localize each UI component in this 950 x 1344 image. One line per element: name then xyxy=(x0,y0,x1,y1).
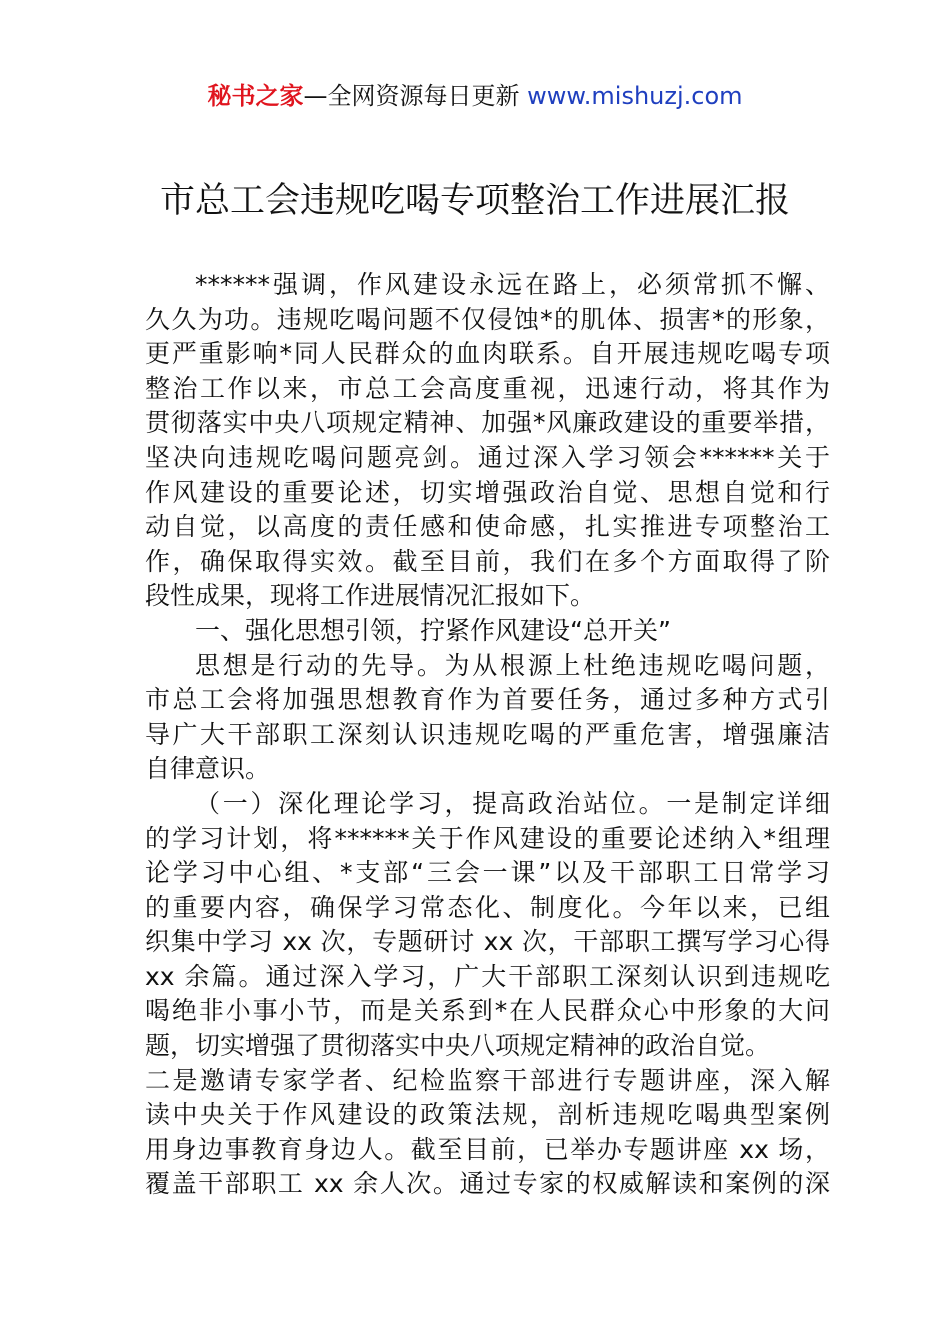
body-line: xx 余篇。通过深入学习，广大干部职工深刻认识到违规吃 xyxy=(145,961,830,991)
body-line: 动自觉，以高度的责任感和使命感，扎实推进专项整治工 xyxy=(145,512,830,542)
body-line: 的学习计划，将******关于作风建设的重要论述纳入*组理 xyxy=(145,823,830,853)
body-line: 整治工作以来，市总工会高度重视，迅速行动，将其作为 xyxy=(145,373,830,403)
section-heading: 一、强化思想引领，拧紧作风建设“总开关” xyxy=(195,615,671,645)
body-line: 段性成果，现将工作进展情况汇报如下。 xyxy=(145,581,596,611)
site-tagline: —全网资源每日更新 xyxy=(303,82,520,110)
body-line: 喝绝非小事小节，而是关系到*在人民群众心中形象的大问 xyxy=(145,996,830,1026)
body-line: 坚决向违规吃喝问题亮剑。通过深入学习领会******关于 xyxy=(145,442,830,472)
body-line: 二是邀请专家学者、纪检监察干部进行专题讲座，深入解 xyxy=(145,1065,830,1095)
document-body xyxy=(145,268,830,1202)
body-line: 作风建设的重要论述，切实增强政治自觉、思想自觉和行 xyxy=(145,477,830,507)
body-line: ******强调，作风建设永远在路上，必须常抓不懈、 xyxy=(195,270,830,299)
body-line: 久久为功。违规吃喝问题不仅侵蚀*的肌体、损害*的形象， xyxy=(145,304,830,334)
body-line: 思想是行动的先导。为从根源上杜绝违规吃喝问题， xyxy=(195,650,830,680)
body-line: 覆盖干部职工 xx 余人次。通过专家的权威解读和案例的深 xyxy=(145,1169,830,1199)
body-line: 作，确保取得实效。截至目前，我们在多个方面取得了阶 xyxy=(145,546,830,576)
body-line: 用身边事教育身边人。截至目前，已举办专题讲座 xx 场， xyxy=(145,1134,830,1164)
body-line: 自律意识。 xyxy=(145,754,271,784)
site-header xyxy=(0,80,950,112)
body-line: 市总工会将加强思想教育作为首要任务，通过多种方式引 xyxy=(145,685,830,715)
body-line: 题，切实增强了贯彻落实中央八项规定精神的政治自觉。 xyxy=(145,1031,771,1061)
body-line: 论学习中心组、*支部“三会一课”以及干部职工日常学习 xyxy=(145,858,830,888)
body-line: 的重要内容，确保学习常态化、制度化。今年以来，已组 xyxy=(145,892,830,922)
site-brand: 秘书之家 xyxy=(207,82,304,110)
body-line: （一）深化理论学习，提高政治站位。一是制定详细 xyxy=(195,788,830,818)
body-line: 更严重影响*同人民群众的血肉联系。自开展违规吃喝专项 xyxy=(145,339,830,369)
body-line: 导广大干部职工深刻认识违规吃喝的严重危害，增强廉洁 xyxy=(145,719,830,749)
body-line: 贯彻落实中央八项规定精神、加强*风廉政建设的重要举措， xyxy=(145,408,830,438)
body-line: 织集中学习 xx 次，专题研讨 xx 次，干部职工撰写学习心得 xyxy=(145,927,830,957)
site-url-link[interactable]: www.mishuzj.com xyxy=(527,82,743,110)
document-title: 市总工会违规吃喝专项整治工作进展汇报 xyxy=(159,181,790,221)
body-line: 读中央关于作风建设的政策法规，剖析违规吃喝典型案例 xyxy=(145,1100,830,1130)
